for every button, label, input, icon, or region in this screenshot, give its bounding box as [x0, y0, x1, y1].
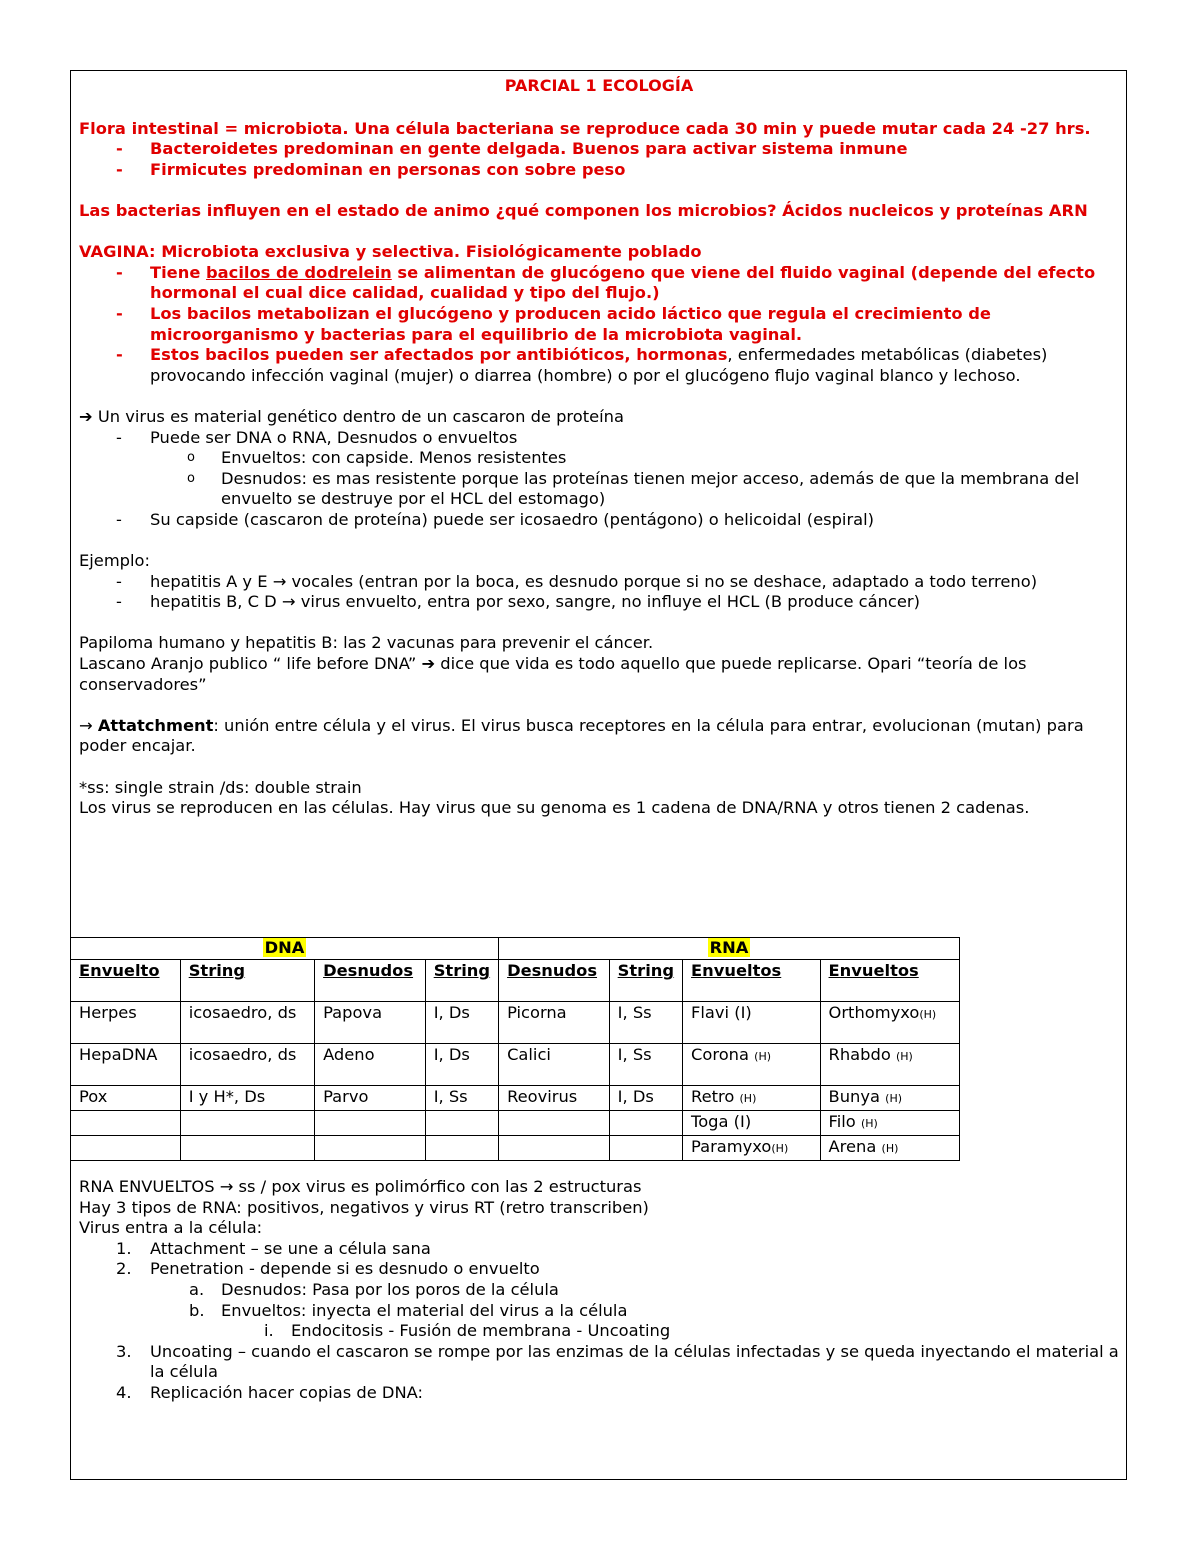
- rna-header: RNA: [709, 938, 749, 957]
- virus-entry-section: [79, 1177, 1119, 1404]
- virus-bullet: - Puede ser DNA o RNA, Desnudos o envueltos: [116, 427, 518, 447]
- virus-entra-line: Virus entra a la célula:: [79, 1218, 263, 1238]
- virus-subbullet: o Desnudos: es mas resistente porque las proteínas tienen mejor acceso, además de que la membrana del envuelto se destruye por el HCL del estomago): [187, 468, 1080, 509]
- column-header: Envueltos: [683, 960, 821, 1002]
- attachment-paragraph: → Attatchment: unión entre célula y el virus. El virus busca receptores en la célula para entrar, evolucionan (mutan) para poder encajar.: [79, 715, 1084, 756]
- vagina-bullet: - Tiene bacilos de dodrelein se alimentan de glucógeno que viene del fluido vaginal (depende del efecto hormonal el cual dice calidad, cualidad y tipo del flujo.): [116, 262, 1096, 303]
- substep-item: a. Desnudos: Pasa por los poros de la célula: [189, 1279, 559, 1299]
- table-row: Toga (I) Filo (H): [71, 1111, 960, 1136]
- reproducen-line: Los virus se reproducen en las células. Hay virus que su genoma es 1 cadena de DNA/RNA y otros tienen 2 cadenas.: [79, 798, 1030, 818]
- column-header: String: [425, 960, 498, 1002]
- ejemplo-item: - hepatitis B, C D → virus envuelto, entra por sexo, sangre, no influye el HCL (B produce cáncer): [116, 592, 920, 612]
- page-title: PARCIAL 1 ECOLOGÍA: [504, 76, 694, 95]
- bacterias-paragraph: Las bacterias influyen en el estado de animo ¿qué componen los microbios? Ácidos nucleicos y proteínas ARN: [79, 200, 1088, 220]
- flora-bullet: - Bacteroidetes predominan en gente delgada. Buenos para activar sistema inmune: [116, 139, 908, 159]
- vagina-heading: VAGINA: Microbiota exclusiva y selectiva. Fisiológicamente poblado: [79, 242, 702, 262]
- arrow-right-icon: ➔: [79, 406, 93, 426]
- ss-definition: *ss: single strain /ds: double strain: [79, 777, 362, 797]
- arrow-right-icon: ➔: [421, 654, 436, 674]
- table-group-header: [71, 938, 960, 960]
- virus-intro: ➔ Un virus es material genético dentro de un cascaron de proteína: [79, 406, 624, 426]
- virus-subbullet: o Envueltos: con capside. Menos resistentes: [187, 448, 567, 468]
- table-header-row: [71, 960, 960, 1002]
- table-row: Herpes icosaedro, ds Papova I, Ds Picorna I, Ss Flavi (I) Orthomyxo(H): [71, 1002, 960, 1044]
- document-page: [70, 70, 1127, 1480]
- lascano-paragraph: Lascano Aranjo publico “ life before DNA” ➔ dice que vida es todo aquello que puede replicarse. Opari “teoría de los conservadores”: [79, 654, 1027, 694]
- flora-bullet: - Firmicutes predominan en personas con sobre peso: [116, 159, 626, 179]
- ejemplo-label: Ejemplo:: [79, 551, 150, 571]
- column-header: Envuelto: [71, 960, 181, 1002]
- virus-bullet: - Su capside (cascaron de proteína) puede ser icosaedro (pentágono) o helicoidal (espiral): [116, 509, 875, 529]
- vagina-bullet: - Los bacilos metabolizan el glucógeno y producen acido láctico que regula el crecimiento de microorganismo y bacterias para el equilibrio de la microbiota vaginal.: [116, 303, 991, 344]
- papiloma-line: Papiloma humano y hepatitis B: las 2 vacunas para prevenir el cáncer.: [79, 633, 654, 653]
- table-row: Pox I y H*, Ds Parvo I, Ss Reovirus I, Ds Retro (H) Bunya (H): [71, 1086, 960, 1111]
- virus-table: [70, 937, 960, 1161]
- step-item: 3. Uncoating – cuando el cascaron se rompe por las enzimas de la células infectadas y se queda inyectando el material a la célula: [116, 1341, 1119, 1382]
- column-header: String: [609, 960, 682, 1002]
- dna-header: DNA: [264, 938, 305, 957]
- document-body: [79, 71, 1119, 819]
- rna-envueltos-line: RNA ENVUELTOS → ss / pox virus es polimórfico con las 2 estructuras: [79, 1177, 642, 1196]
- subsubstep-item: i. Endocitosis - Fusión de membrana - Uncoating: [264, 1321, 671, 1341]
- step-item: 1. Attachment – se une a célula sana: [116, 1238, 431, 1258]
- column-header: Envueltos: [820, 960, 959, 1002]
- step-item: 4. Replicación hacer copias de DNA:: [116, 1382, 423, 1402]
- column-header: Desnudos: [315, 960, 426, 1002]
- column-header: String: [180, 960, 314, 1002]
- substep-item: b. Envueltos: inyecta el material del virus a la célula: [189, 1300, 628, 1320]
- rna-types-line: Hay 3 tipos de RNA: positivos, negativos y virus RT (retro transcriben): [79, 1197, 649, 1217]
- flora-line: Flora intestinal = microbiota. Una célula bacteriana se reproduce cada 30 min y puede mutar cada 24 -27 hrs.: [79, 118, 1091, 138]
- ejemplo-item: - hepatitis A y E → vocales (entran por la boca, es desnudo porque si no se deshace, adaptado a todo terreno): [116, 571, 1038, 591]
- table-row: HepaDNA icosaedro, ds Adeno I, Ds Calici I, Ss Corona (H) Rhabdo (H): [71, 1044, 960, 1086]
- table-row: Paramyxo(H) Arena (H): [71, 1136, 960, 1161]
- underlined-term: bacilos de dodrelein: [206, 262, 392, 282]
- step-item: 2. Penetration - depende si es desnudo o envuelto: [116, 1259, 540, 1279]
- column-header: Desnudos: [499, 960, 610, 1002]
- vagina-bullet: - Estos bacilos pueden ser afectados por antibióticos, hormonas, enfermedades metabólicas (diabetes) provocando infección vaginal (mujer) o diarrea (hombre) o por el glucógeno flujo vaginal blanco y lechoso.: [116, 345, 1048, 385]
